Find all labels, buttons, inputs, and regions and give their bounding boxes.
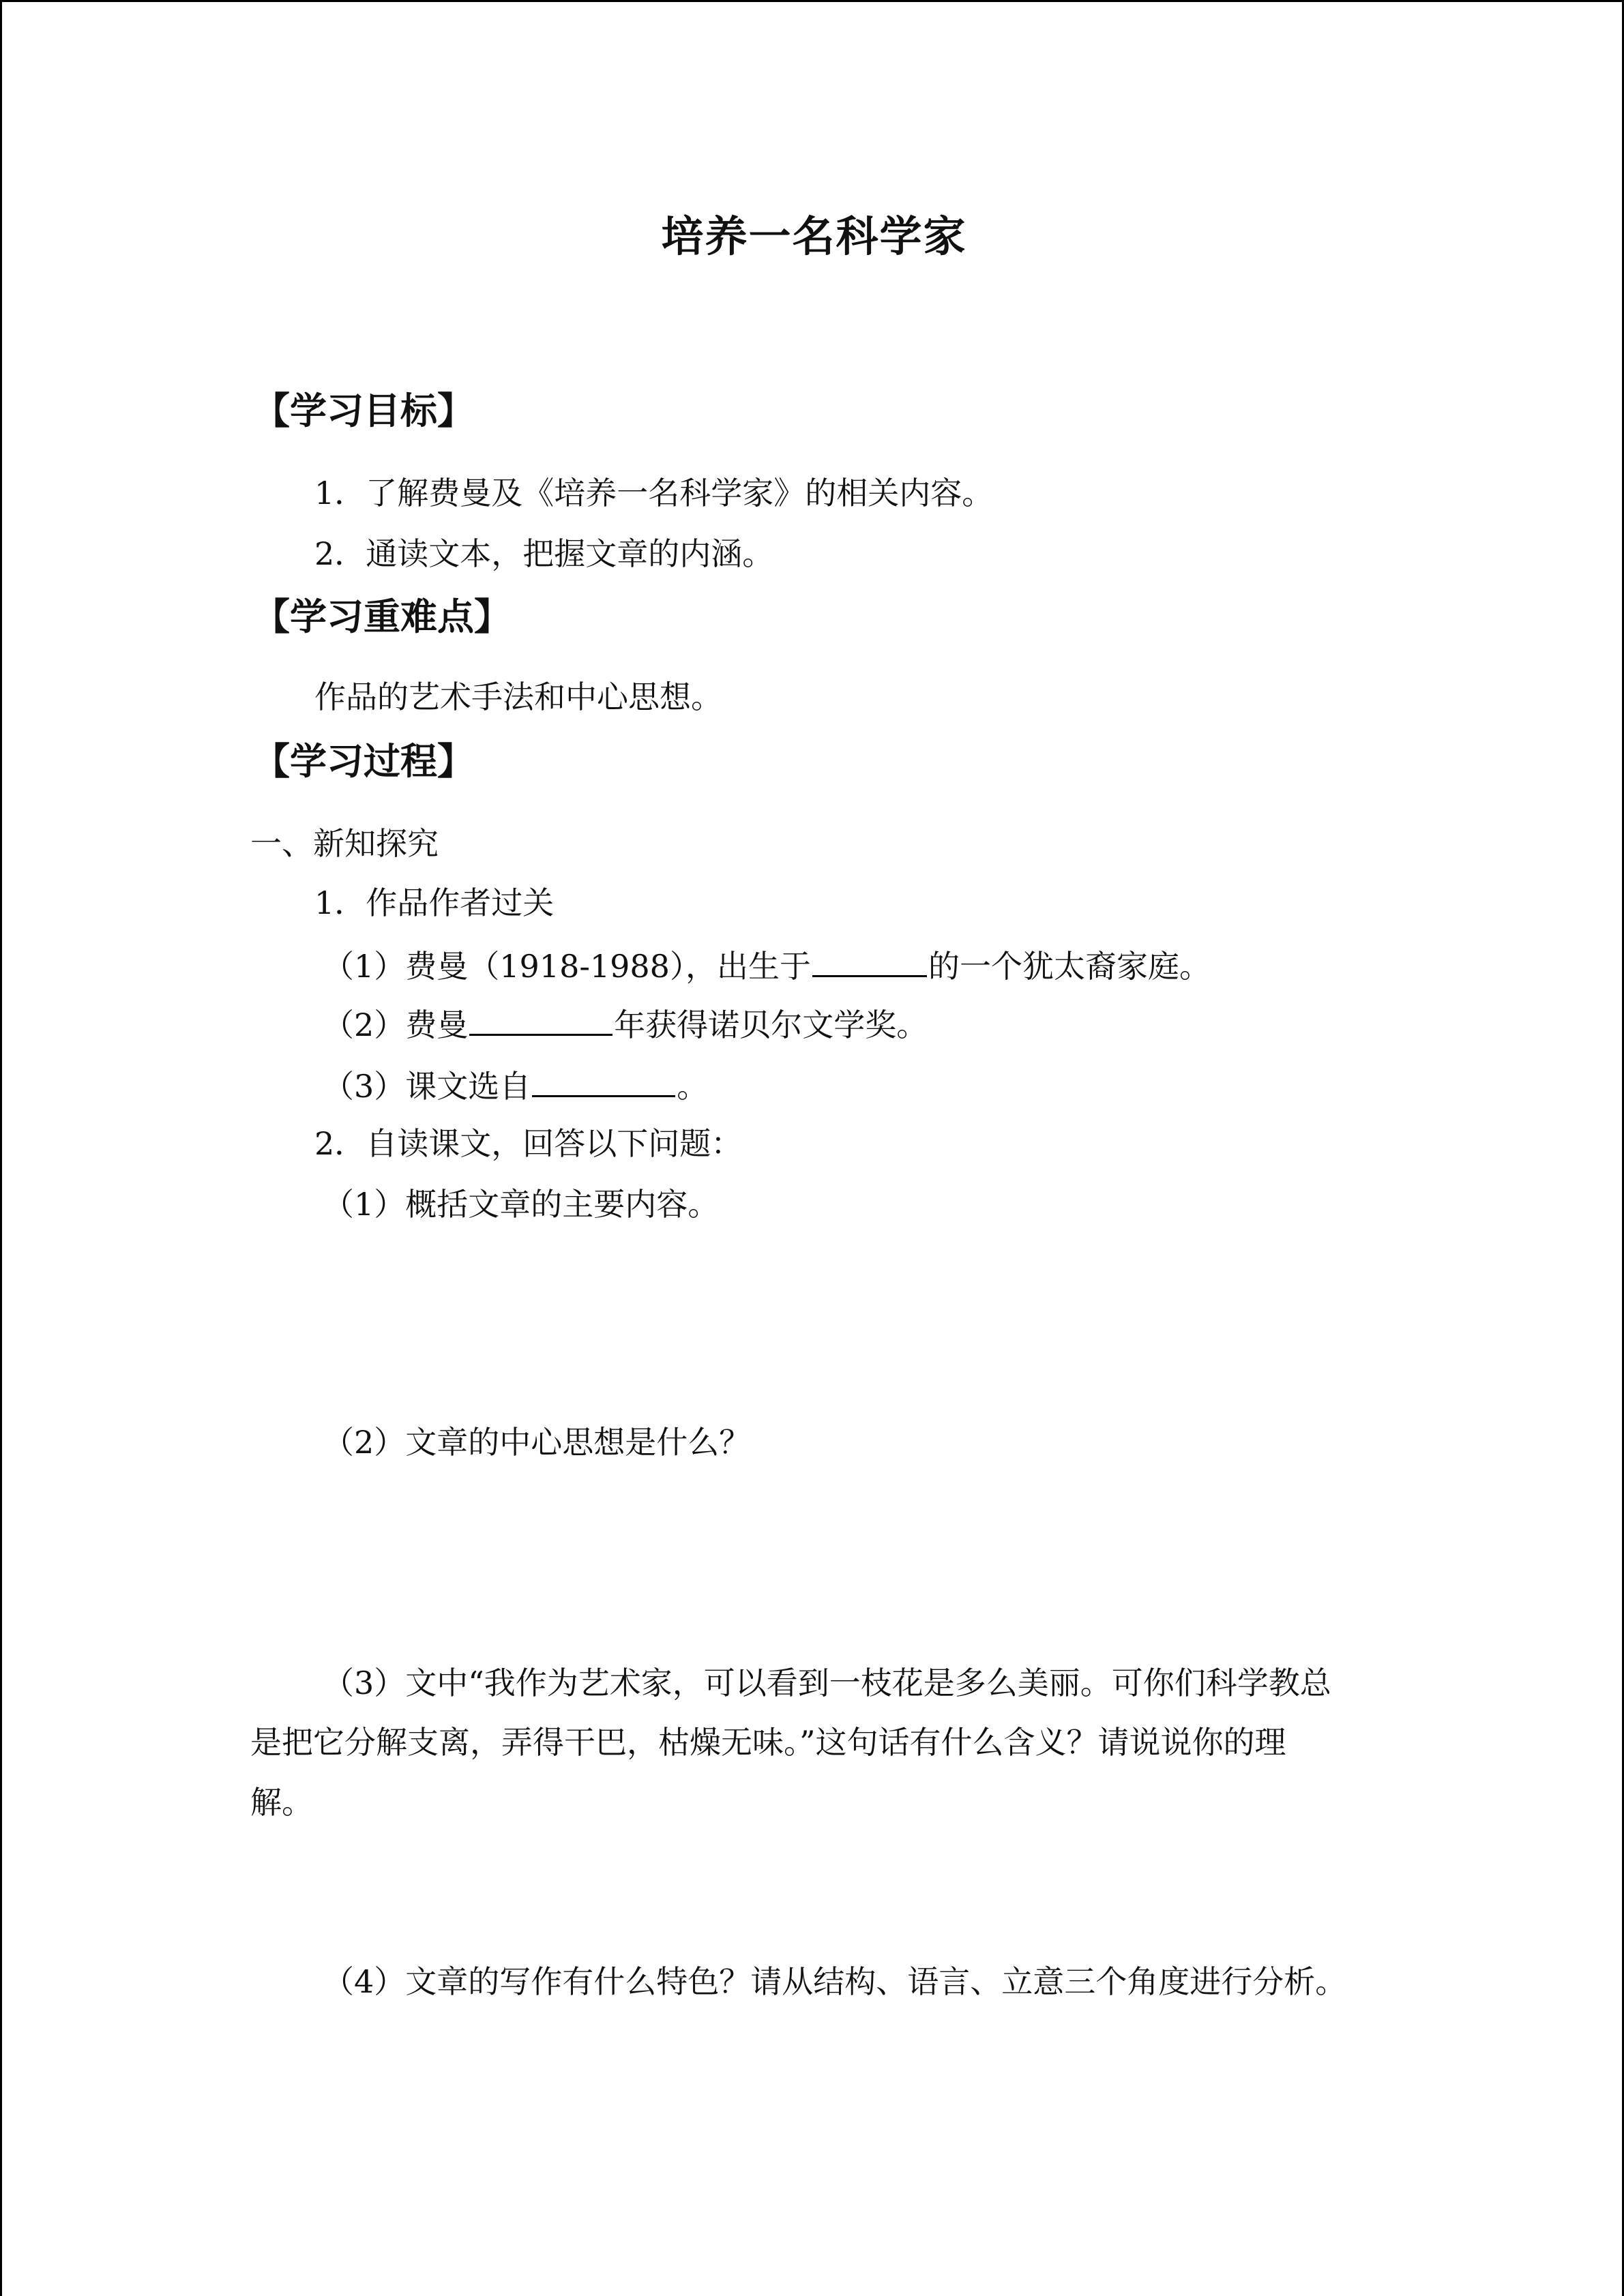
- key-points-heading: 【学习重难点】: [253, 595, 511, 638]
- question-1a-prefix: （1）费曼（1918-1988），出生于: [323, 948, 811, 985]
- question-1c-prefix: （3）课文选自: [323, 1068, 531, 1105]
- question-1a: [323, 948, 1211, 985]
- question-2-sub4: （4）文章的写作有什么特色？请从结构、语言、立意三个角度进行分析。: [323, 1963, 1347, 2000]
- question-1b: [323, 1007, 928, 1041]
- process-heading: 【学习过程】: [253, 740, 474, 783]
- question-1a-suffix: 的一个犹太裔家庭。: [928, 948, 1211, 985]
- question-1b-prefix: （2）费曼: [323, 1007, 469, 1043]
- question-1c: [323, 1068, 709, 1105]
- question-2-sub3-line3: 解。: [250, 1784, 313, 1821]
- document-title: 培养一名科学家: [661, 211, 967, 261]
- question-1b-suffix: 年获得诺贝尔文学奖。: [614, 1007, 928, 1043]
- objectives-heading: 【学习目标】: [253, 389, 474, 432]
- question-2-sub3-line1: （3）文中“我作为艺术家，可以看到一枝花是多么美丽。可你们科学教总: [323, 1665, 1331, 1701]
- question-2-sub3-line2: 是把它分解支离，弄得干巴，枯燥无味。”这句话有什么含义？请说说你的理: [250, 1724, 1286, 1761]
- key-points-text: 作品的艺术手法和中心思想。: [314, 679, 722, 715]
- answer-blank-1c[interactable]: [532, 1068, 675, 1097]
- objective-item-2: 2．通读文本，把握文章的内涵。: [314, 535, 774, 572]
- answer-blank-1a[interactable]: [812, 948, 927, 977]
- objective-item-1: 1．了解费曼及《培养一名科学家》的相关内容。: [314, 475, 994, 511]
- answer-blank-1b[interactable]: [469, 1007, 612, 1036]
- question-1c-suffix: 。: [677, 1068, 709, 1105]
- part-one-label: 一、新知探究: [250, 825, 439, 862]
- question-2-label: 2．自读课文，回答以下问题：: [314, 1125, 743, 1162]
- question-2-sub1: （1）概括文章的主要内容。: [323, 1186, 720, 1223]
- question-2-sub2: （2）文章的中心思想是什么？: [323, 1424, 751, 1461]
- question-1-label: 1．作品作者过关: [314, 884, 555, 921]
